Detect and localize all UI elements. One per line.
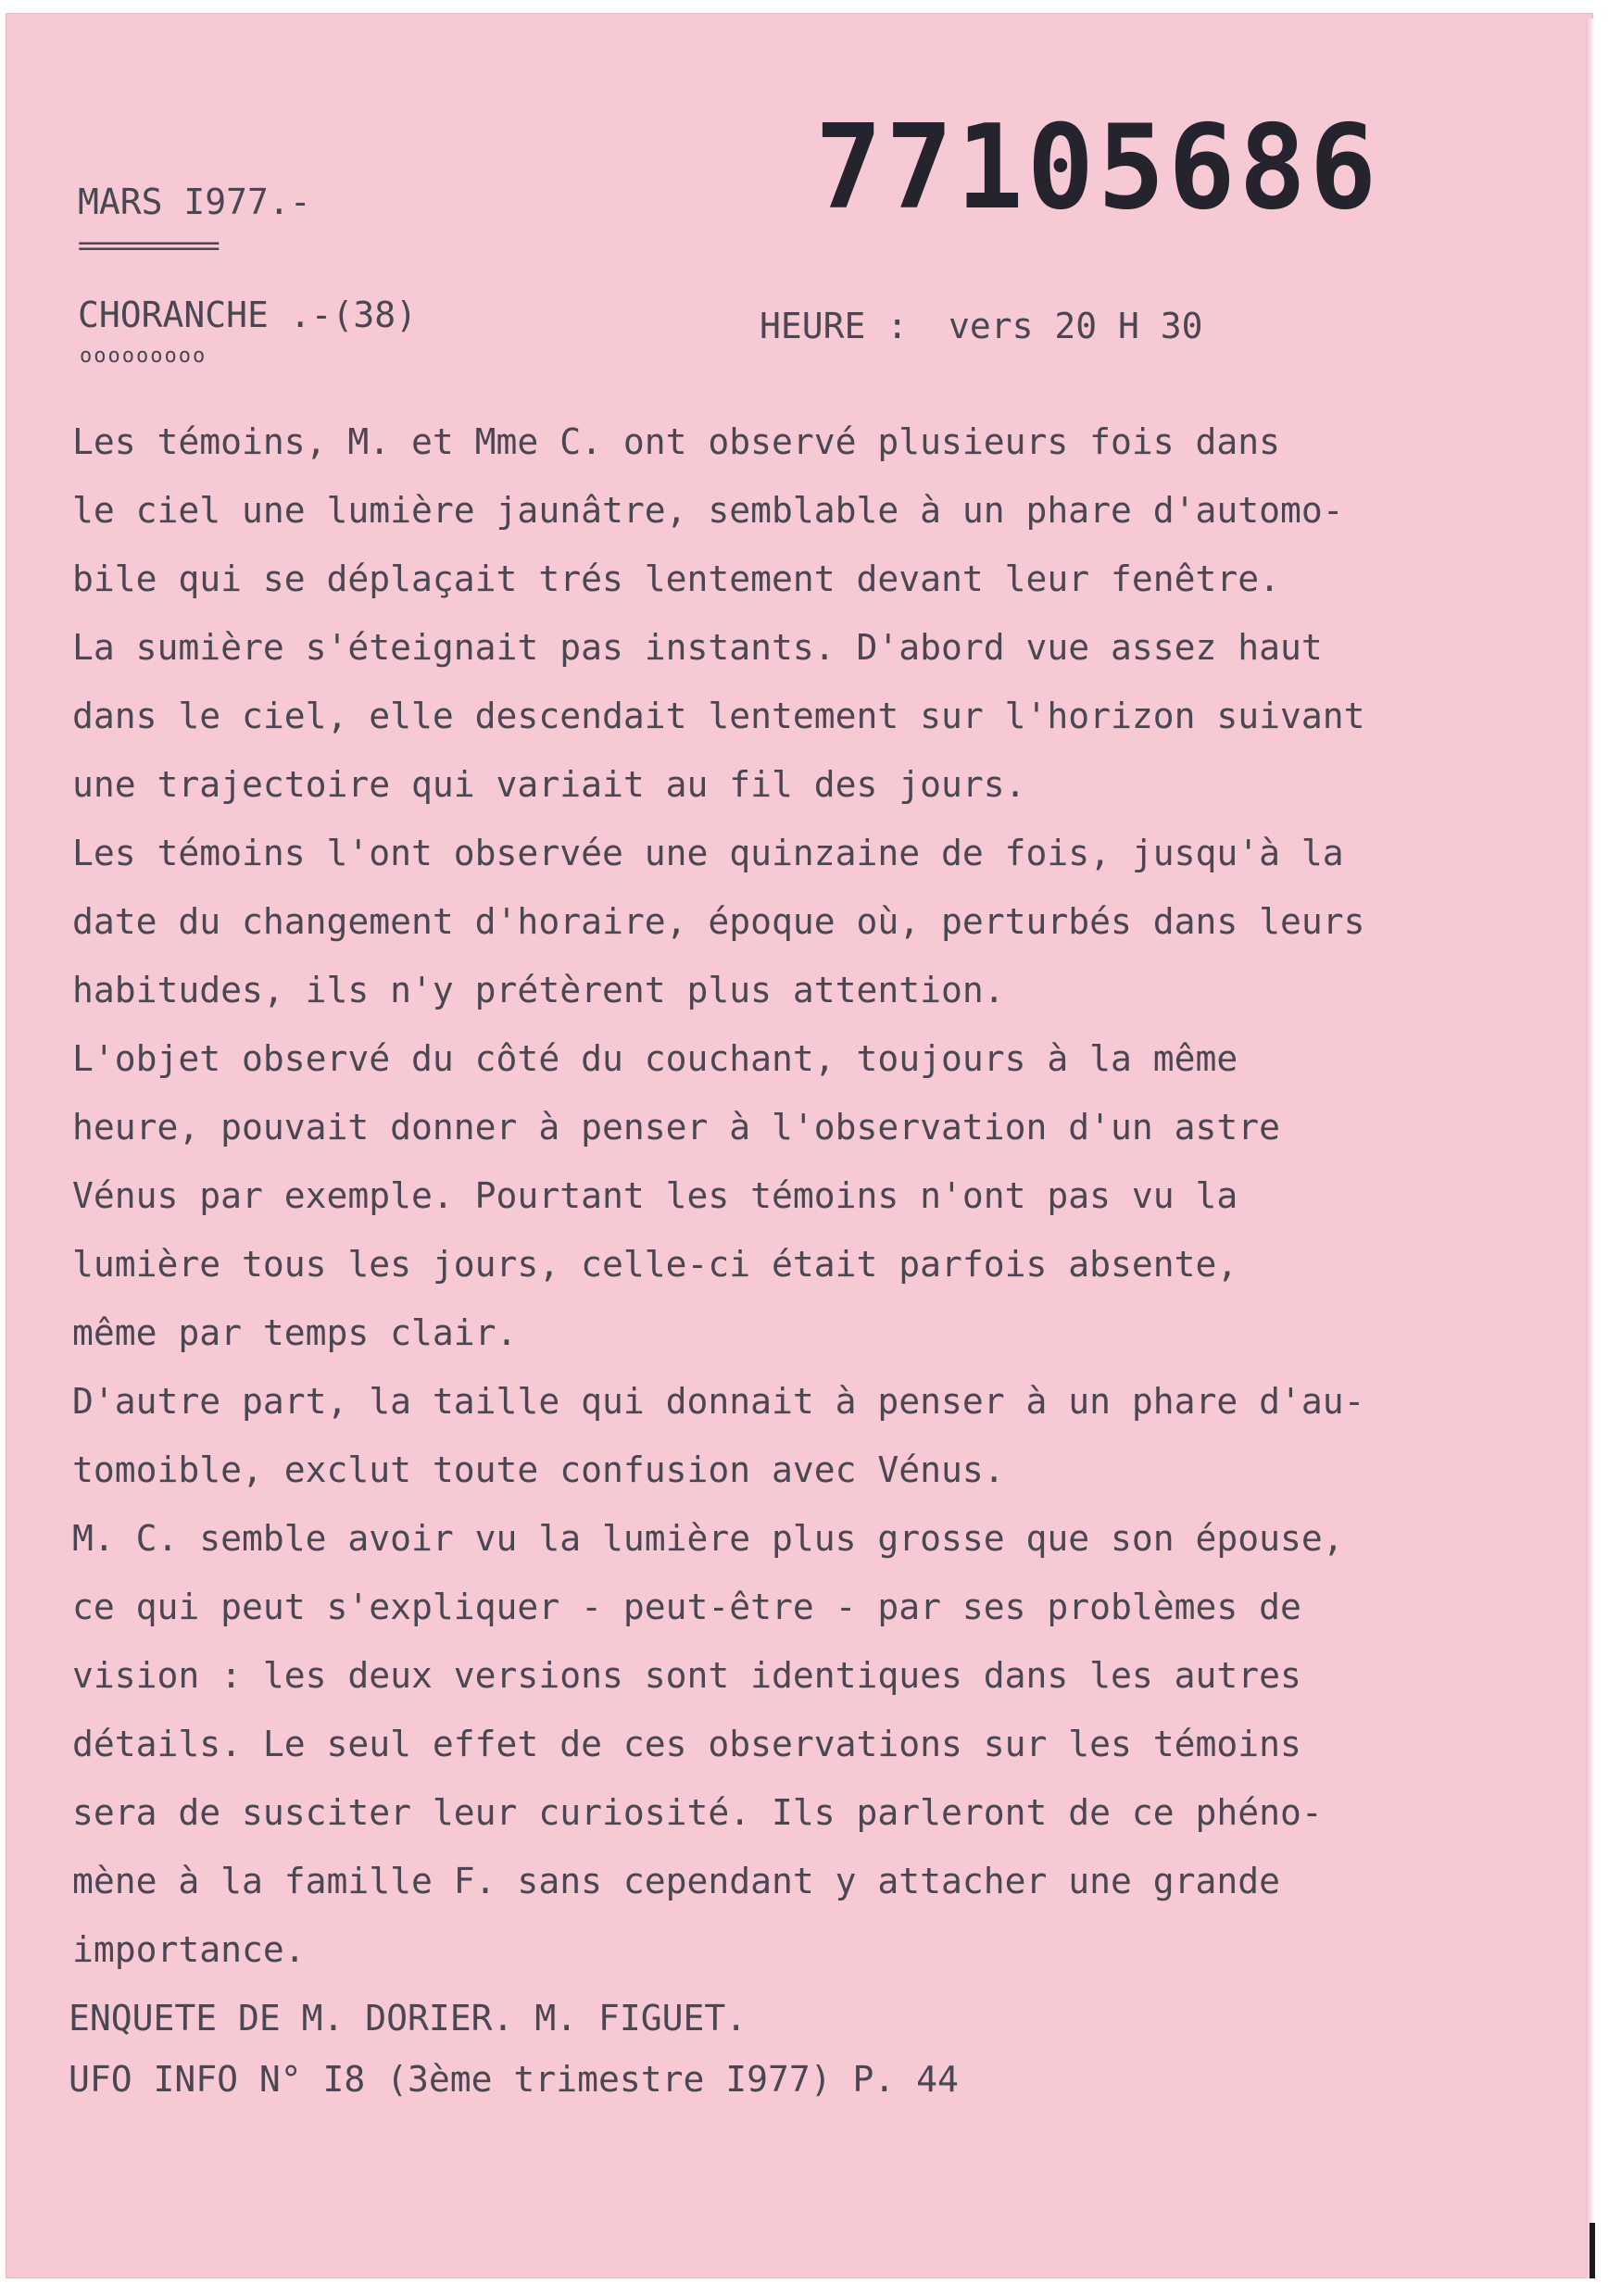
source-reference: UFO INFO N° I8 (3ème trimestre I977) P. 44 bbox=[69, 2059, 959, 2100]
body-line: ce qui peut s'expliquer - peut-être - par ses problèmes de bbox=[72, 1587, 1301, 1627]
body-line: D'autre part, la taille qui donnait à penser à un phare d'au- bbox=[72, 1381, 1365, 1422]
report-footer bbox=[69, 1988, 959, 2110]
body-line: dans le ciel, elle descendait lentement sur l'horizon suivant bbox=[72, 696, 1365, 736]
body-line: détails. Le seul effet de ces observations sur les témoins bbox=[72, 1724, 1301, 1764]
body-line: L'objet observé du côté du couchant, toujours à la même bbox=[72, 1038, 1238, 1079]
date-underline: ========== bbox=[78, 230, 218, 262]
body-line: tomoible, exclut toute confusion avec Vénus. bbox=[72, 1449, 1005, 1490]
body-line: le ciel une lumière jaunâtre, semblable à un phare d'automo- bbox=[72, 490, 1344, 531]
body-line: même par temps clair. bbox=[72, 1312, 518, 1353]
place-underline: ooooooooo bbox=[80, 345, 207, 368]
body-line: La sumière s'éteignait pas instants. D'abord vue assez haut bbox=[72, 627, 1323, 668]
body-line: habitudes, ils n'y prétèrent plus attention. bbox=[72, 970, 1005, 1010]
report-body bbox=[72, 408, 1573, 1984]
body-line: une trajectoire qui variait au fil des jours. bbox=[72, 764, 1026, 805]
body-line: mène à la famille F. sans cependant y attacher une grande bbox=[72, 1861, 1281, 1901]
body-line: importance. bbox=[72, 1929, 306, 1970]
body-line: M. C. semble avoir vu la lumière plus grosse que son épouse, bbox=[72, 1518, 1344, 1559]
body-line: sera de susciter leur curiosité. Ils parleront de ce phéno- bbox=[72, 1792, 1323, 1833]
body-line: Les témoins, M. et Mme C. ont observé plusieurs fois dans bbox=[72, 421, 1281, 462]
body-line: lumière tous les jours, celle-ci était parfois absente, bbox=[72, 1244, 1238, 1285]
investigation-credit: ENQUETE DE M. DORIER. M. FIGUET. bbox=[69, 1998, 748, 2039]
body-line: date du changement d'horaire, époque où, perturbés dans leurs bbox=[72, 901, 1365, 942]
hour-label: HEURE : bbox=[760, 306, 909, 346]
body-line: vision : les deux versions sont identiques dans les autres bbox=[72, 1655, 1301, 1696]
paper-edge-mark bbox=[1590, 2223, 1595, 2278]
body-line: Les témoins l'ont observée une quinzaine de fois, jusqu'à la bbox=[72, 833, 1344, 873]
case-number: 77105686 bbox=[815, 100, 1380, 236]
body-line: bile qui se déplaçait trés lentement devant leur fenêtre. bbox=[72, 558, 1281, 599]
body-line: heure, pouvait donner à penser à l'observation d'un astre bbox=[72, 1107, 1281, 1148]
body-line: Vénus par exemple. Pourtant les témoins n'ont pas vu la bbox=[72, 1175, 1238, 1216]
report-place: CHORANCHE .-(38) bbox=[78, 295, 418, 335]
hour-value: vers 20 H 30 bbox=[949, 306, 1203, 346]
paper-edge bbox=[1586, 19, 1595, 2278]
report-date: MARS I977.- bbox=[78, 182, 311, 222]
